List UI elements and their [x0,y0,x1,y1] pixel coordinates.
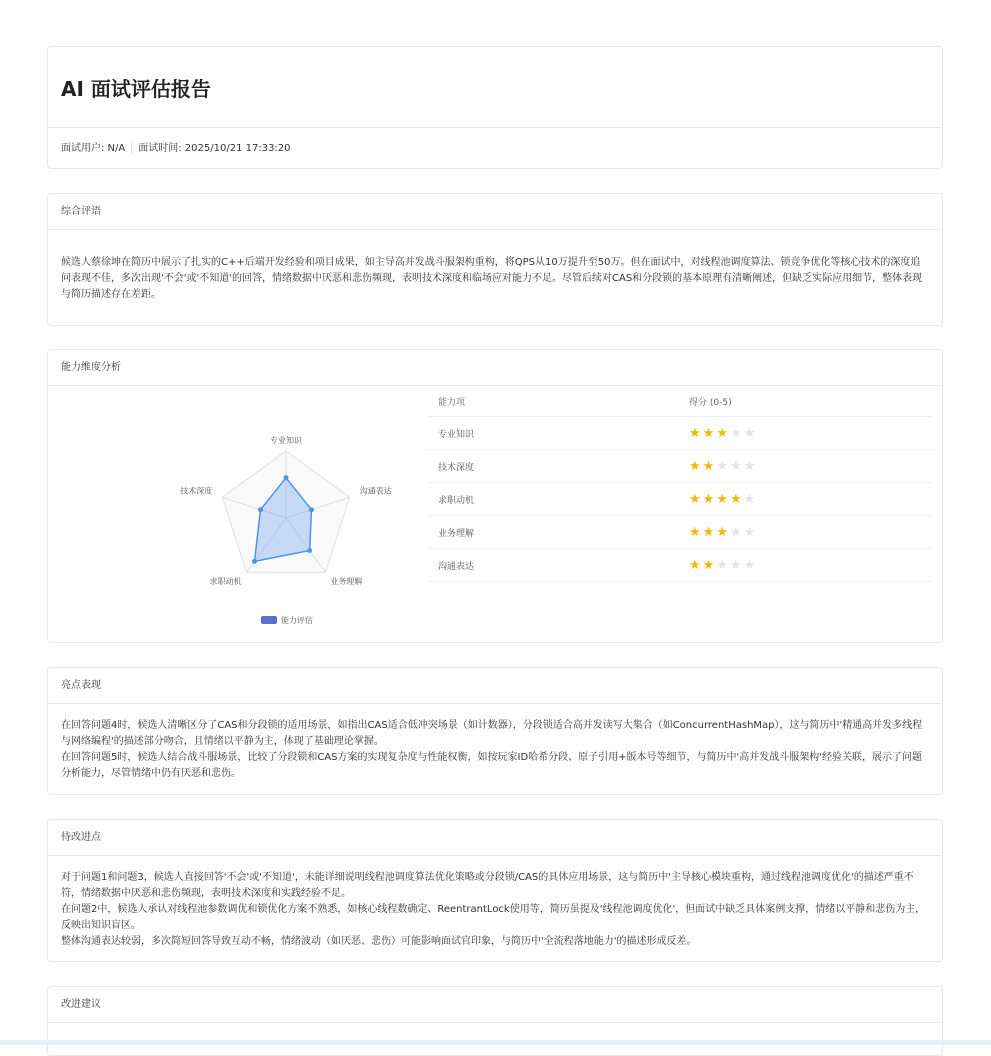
star-empty-icon: ★ [729,425,744,441]
radar-chart [48,390,408,640]
star-rating [679,483,932,516]
radar-axis-label: 业务理解 [330,577,363,587]
star-filled-icon: ★ [702,458,717,474]
star-empty-icon: ★ [743,524,758,540]
star-rating [679,516,932,549]
page-title: AI 面试评估报告 [48,47,942,128]
star-filled-icon: ★ [689,458,703,474]
interview-user: 面试用户: N/A [61,143,126,154]
improvements-title: 待改进点 [48,820,942,856]
star-empty-icon: ★ [729,458,744,474]
ability-name: 业务理解 [428,516,679,549]
radar-data-point [307,548,312,553]
score-row [428,549,932,582]
ability-score-table [428,386,932,582]
meta-divider [131,143,132,154]
star-rating [679,450,932,483]
ability-name: 沟通表达 [428,549,679,582]
radar-data-point [284,475,289,480]
radar-axis-label: 专业知识 [270,436,302,445]
star-filled-icon: ★ [716,524,730,540]
report-meta [48,128,942,169]
ability-title: 能力维度分析 [48,350,942,386]
star-filled-icon: ★ [702,425,717,441]
star-filled-icon: ★ [702,524,717,540]
star-empty-icon: ★ [743,557,758,573]
score-table-header [428,386,932,417]
star-empty-icon: ★ [743,491,758,507]
highlights-card [47,667,943,795]
star-filled-icon: ★ [689,425,703,441]
radar-axis-label: 沟通表达 [359,486,392,496]
summary-text: 候选人蔡徐坤在简历中展示了扎实的C++后端开发经验和项目成果，如主导高并发战斗服架构重构，将QPS从10万提升至50万。但在面试中，对线程池调度算法、锁竞争优化等核心技术的深度追问表现不佳，多次出现'不会'或'不知道'的回答，情绪数据中厌恶和悲伤频现，表明技术深度和临场应对能力不足。尽管后续对CAS和分段锁的基本原理有清晰阐述，但缺乏实际应用细节，整体表现与简历描述存在差距。 [61,257,923,300]
improvement-paragraph: 整体沟通表达较弱，多次简短回答导致互动不畅，情绪波动（如厌恶、悲伤）可能影响面试官印象，与简历中'全流程落地能力'的描述形成反差。 [61,936,697,947]
radar-data-point [309,507,314,512]
improvement-paragraph: 在问题2中，候选人承认对线程池参数调优和锁优化方案不熟悉，如核心线程数确定、ReentrantLock使用等，简历虽提及'线程池调度优化'，但面试中缺乏具体案例支撑，情绪以平静和悲伤为主，反映出知识盲区。 [61,904,926,931]
score-row [428,516,932,549]
improvement-paragraph: 对于问题1和问题3，候选人直接回答'不会'或'不知道'，未能详细说明线程池调度算法优化策略或分段锁/CAS的具体应用场景，这与简历中'主导核心模块重构，通过线程池调度优化'的描述严重不符，情绪数据中厌恶和悲伤频现，表明技术深度和实践经验不足。 [61,872,914,899]
star-empty-icon: ★ [743,458,758,474]
star-filled-icon: ★ [716,425,730,441]
legend-label: 能力评估 [281,616,313,625]
star-filled-icon: ★ [689,524,703,540]
header-score: 得分 (0-5) [679,386,932,417]
highlights-title: 亮点表现 [48,668,942,704]
star-rating [679,549,932,582]
improvements-card [47,819,943,962]
ability-name: 求职动机 [428,483,679,516]
score-row [428,450,932,483]
header-ability: 能力项 [428,386,679,417]
highlight-paragraph: 在回答问题5时，候选人结合战斗服场景，比较了分段锁和CAS方案的实现复杂度与性能权衡，如按玩家ID哈希分段、原子引用+版本号等细节，与简历中'高并发战斗服架构'经验关联，展示了问题分析能力，尽管情绪中仍有厌恶和悲伤。 [61,752,923,779]
summary-title: 综合评语 [48,194,942,230]
star-empty-icon: ★ [729,524,744,540]
star-filled-icon: ★ [702,491,717,507]
score-row [428,483,932,516]
star-empty-icon: ★ [729,557,744,573]
bottom-scroll-edge [0,1040,991,1045]
interview-time: 面试时间: 2025/10/21 17:33:20 [138,143,291,154]
report-header-card [47,46,943,169]
ability-name: 专业知识 [428,417,679,450]
radar-data-point [258,507,263,512]
radar-data-point [252,559,257,564]
star-filled-icon: ★ [689,557,703,573]
star-rating [679,417,932,450]
star-filled-icon: ★ [729,491,744,507]
ability-card [47,349,943,643]
star-filled-icon: ★ [689,491,703,507]
star-empty-icon: ★ [716,458,730,474]
radar-axis-label: 技术深度 [180,486,213,496]
radar-axis-label: 求职动机 [209,577,242,587]
star-empty-icon: ★ [743,425,758,441]
suggestions-card [47,986,943,1056]
legend-swatch-icon [261,616,277,624]
star-filled-icon: ★ [716,491,730,507]
star-empty-icon: ★ [716,557,730,573]
star-filled-icon: ★ [702,557,717,573]
score-row [428,417,932,450]
highlight-paragraph: 在回答问题4时，候选人清晰区分了CAS和分段锁的适用场景，如指出CAS适合低冲突场景（如计数器），分段锁适合高并发读写大集合（如ConcurrentHashMap），这与简历中'精通高并发多线程与网络编程'的描述部分吻合，且情绪以平静为主，体现了基础理论掌握。 [61,720,923,747]
ability-name: 技术深度 [428,450,679,483]
suggestions-title: 改进建议 [48,987,942,1023]
summary-card [47,193,943,326]
